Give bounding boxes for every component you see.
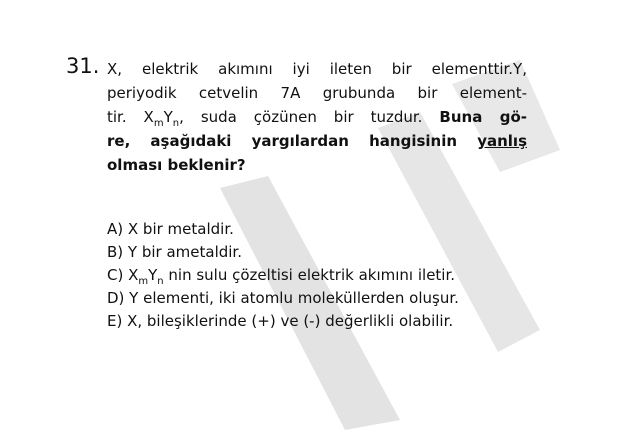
option-text: nin sulu çözeltisi elektrik akımını iletir. bbox=[163, 266, 456, 284]
stem-line-2: periyodik cetvelin 7A grubunda bir element- bbox=[107, 84, 527, 102]
option-e[interactable]: E) X, bileşiklerinde (+) ve (-) değerlikli olabilir. bbox=[107, 312, 454, 330]
underlined-word: yanlış bbox=[477, 132, 527, 150]
stem-text: tir. X bbox=[107, 108, 154, 126]
answer-options bbox=[107, 218, 459, 333]
option-text: Y bbox=[148, 266, 158, 284]
subscript-m: m bbox=[138, 276, 149, 287]
option-a[interactable]: A) X bir metaldir. bbox=[107, 220, 234, 238]
option-text: C) X bbox=[107, 266, 139, 284]
question-stem bbox=[107, 57, 527, 177]
subscript-n: n bbox=[157, 276, 164, 287]
stem-text: , suda çözünen bir tuzdur. bbox=[179, 108, 423, 126]
stem-line-5: olması beklenir? bbox=[107, 156, 246, 174]
subscript-m: m bbox=[153, 118, 164, 129]
option-d[interactable]: D) Y elementi, iki atomlu moleküllerden oluşur. bbox=[107, 289, 459, 307]
subscript-n: n bbox=[172, 118, 180, 129]
stem-text: Y bbox=[163, 108, 173, 126]
stem-line-4 bbox=[107, 129, 527, 153]
stem-line-1: X, elektrik akımını iyi ileten bir elementtir.Y, bbox=[107, 60, 527, 78]
stem-bold-text: re, aşağıdaki yargılardan hangisinin bbox=[107, 132, 478, 150]
stem-line-3 bbox=[107, 105, 527, 129]
stem-bold-text: Buna gö- bbox=[439, 108, 527, 126]
question-number: 31. bbox=[66, 54, 100, 78]
option-c[interactable] bbox=[107, 264, 459, 287]
option-b[interactable]: B) Y bir ametaldir. bbox=[107, 243, 242, 261]
